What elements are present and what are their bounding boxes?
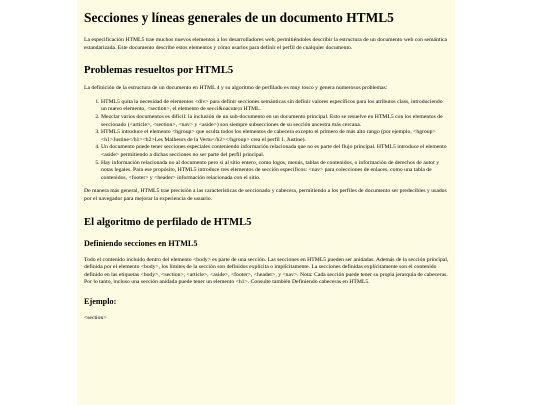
sections-paragraph: Todo el contenido incluido dentro del elemento <body> es parte de una sección. Las secciones en HTML5 pueden ser anidadas. Además de la sección principal, definida por el elemento <body>, los límites de la sección son definidos explícita o implícitamente. La secciones definidas explícitamente son el contenido definido en las etiquetas <body>, <section>, <article>, <aside>, <footer>, <header>, y <nav>. Nota: Cada sección puede tener su propia jerarquía de cabeceras. Por lo tanto, incluso una sección anidada puede tener un elemento <h1>. Consulte también Definiendo cabeceras en HTML5. xyxy=(84,256,449,286)
problems-heading: Problemas resueltos por HTML5 xyxy=(84,65,234,77)
list-item: 5. Hay información relacionada no al documento pero si al sitio entero, como logos, menús, tablas de contenidos, o información de derechos de autor y notas legales. Para ese propósito, HTML5 introduce tres elementos de sección específicos: <nav> para colecciones de enlaces, como una tabla de contenidos, <footer> y <header> información relacionada con el sitio. xyxy=(101,160,449,183)
intro-paragraph: La especificación HTML5 trae muchos nuevos elementos a los desarrolladores web, permitiéndoles describir la estructura de un documento web con semántica estandarizada. Este documento describe estos elementos y cómo usarlos para definir el perfil de cualquier documento. xyxy=(84,37,448,51)
sections-subheading: Definiendo secciones en HTML5 xyxy=(84,238,198,248)
example-heading: Ejemplo: xyxy=(84,296,117,306)
problems-intro: La definición de la estructura de un documento en HTML 4 y su algoritmo de perfilado es muy tosco y genera numerosos problemas: xyxy=(84,85,388,92)
list-item: 4. Un documento puede tener secciones especiales conteniendo información relacionada que no es parte del flujo principal. HTML5 introduce el elemento <aside> permitiendo a dichas secciones no ser parte del perfil principal. xyxy=(101,144,449,159)
algorithm-heading: El algoritmo de perfilado de HTML5 xyxy=(84,216,252,228)
page-title: Secciones y líneas generales de un documento HTML5 xyxy=(84,10,394,25)
list-item: 1. HTML5 quita la necesidad de elementos <div> para definir secciones semánticas sin definir valores específicos para los atributos class, introduciendo un nuevo elemento, <section>, el elemento de secci&oacute;n HTML. xyxy=(101,99,449,114)
list-item: 3. HTML5 introduce el elemento <hgroup> que oculta todos los elementos de cabecera excepto el primero de más alto rango (por ejemplo, <hgroup><h1>Justine</h1><h2>Les Malheurs de la Vertu</h2></hgroup> crea el perfil 1. Justine). xyxy=(101,129,449,144)
problems-list xyxy=(84,99,449,183)
document-page xyxy=(77,0,455,405)
problems-outro: De manera más general, HTML5 trae precisión a las características de seccionado y cabecera, permitiendo a los perfiles de documento ser predecibles y usados por el navegador para mejorar la experiencia de usuario. xyxy=(84,188,447,202)
example-code: <section> xyxy=(84,314,107,321)
list-item: 2. Mezclar varios documentos es difícil: la inclusión de un sub-documento en un documento principal. Esto se resuelve en HTML5 con los elementos de seccionado (<article>, <section>, <nav> y <aside>) son siempre subsecciones de su sección ancestra más cercana. xyxy=(101,114,449,129)
